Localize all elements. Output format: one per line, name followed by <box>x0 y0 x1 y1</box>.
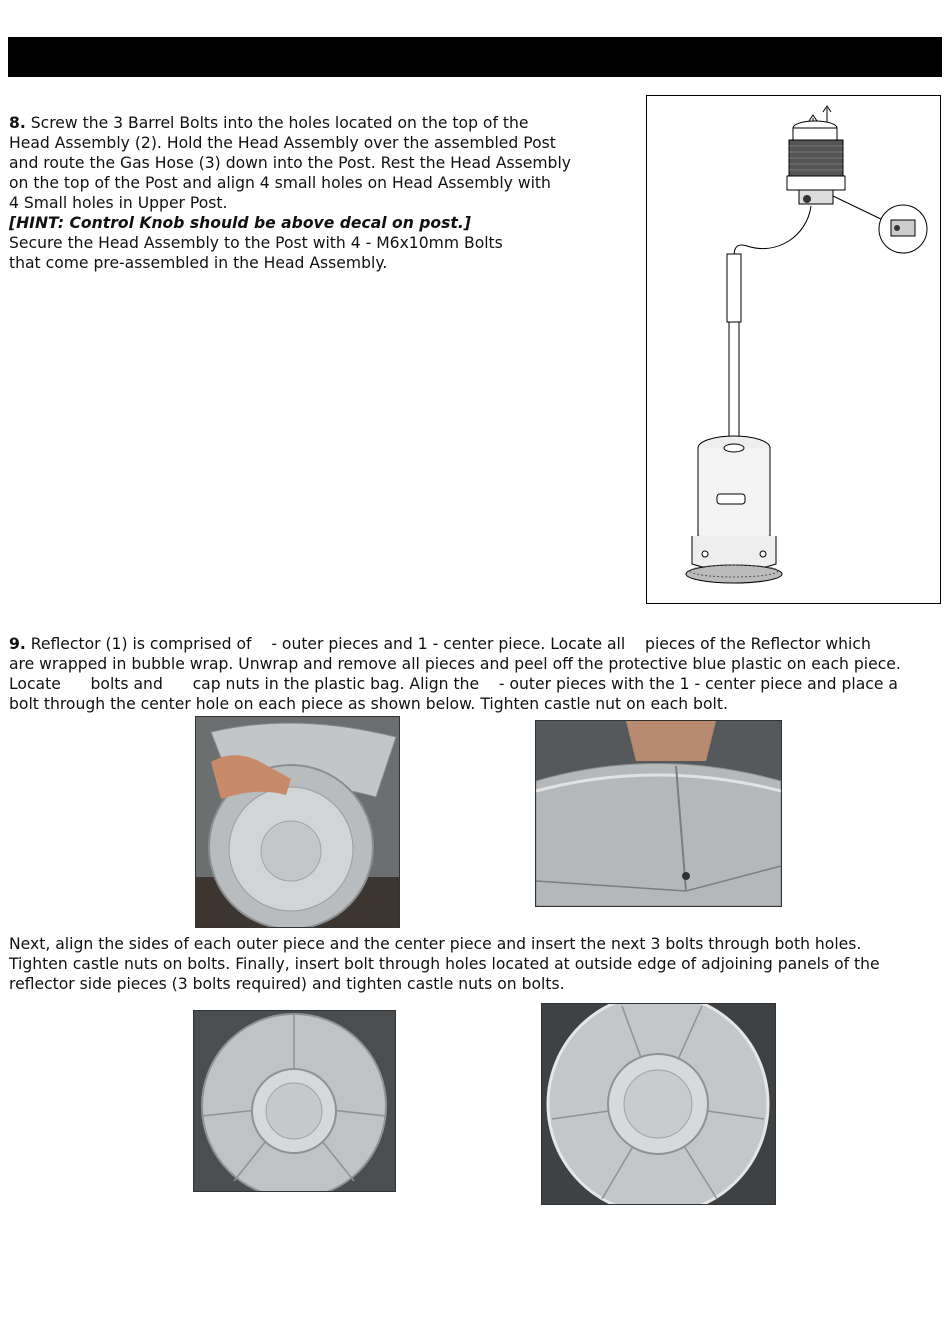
step-9-line-4: bolt through the center hole on each piece as shown below. Tighten castle nut on each bolt. <box>9 695 728 713</box>
reflector-photo-3 <box>193 1010 396 1192</box>
step-9-line-3: Locate bolts and cap nuts in the plastic bag. Align the - outer pieces with the 1 - center piece and place a <box>9 675 898 693</box>
step-9-number: 9. <box>9 635 26 653</box>
step-8-number: 8. <box>9 114 26 132</box>
step-8-line-4: on the top of the Post and align 4 small holes on Head Assembly with <box>9 174 551 192</box>
header-bar <box>8 37 942 77</box>
step-9-instructions <box>9 634 949 714</box>
step-8-line-7: Secure the Head Assembly to the Post with 4 - M6x10mm Bolts <box>9 234 503 252</box>
reflector-photo-4 <box>541 1003 776 1205</box>
step-8-line-2: Head Assembly (2). Hold the Head Assembly over the assembled Post <box>9 134 556 152</box>
step-8-instructions <box>9 113 629 273</box>
step-9-line-1: Reflector (1) is comprised of - outer pieces and 1 - center piece. Locate all pieces of the Reflector which <box>25 635 871 653</box>
step-8-line-1: Screw the 3 Barrel Bolts into the holes located on the top of the <box>25 114 529 132</box>
step-8-line-5: 4 Small holes in Upper Post. <box>9 194 228 212</box>
next-line-2: Tighten castle nuts on bolts. Finally, insert bolt through holes located at outside edge of adjoining panels of the <box>9 955 880 973</box>
step-8-hint: [HINT: Control Knob should be above decal on post.] <box>9 214 471 232</box>
reflector-photo-2 <box>535 720 782 907</box>
step-8-line-3: and route the Gas Hose (3) down into the Post. Rest the Head Assembly <box>9 154 572 172</box>
step-8-line-8: that come pre-assembled in the Head Assembly. <box>9 254 388 272</box>
next-line-1: Next, align the sides of each outer piece and the center piece and insert the next 3 bolts through both holes. <box>9 935 862 953</box>
step-9-line-2: are wrapped in bubble wrap. Unwrap and remove all pieces and peel off the protective blue plastic on each piece. <box>9 655 901 673</box>
heater-assembly-diagram <box>646 95 941 604</box>
next-line-3: reflector side pieces (3 bolts required) and tighten castle nuts on bolts. <box>9 975 565 993</box>
reflector-photo-1 <box>195 716 400 928</box>
next-instructions <box>9 934 939 994</box>
